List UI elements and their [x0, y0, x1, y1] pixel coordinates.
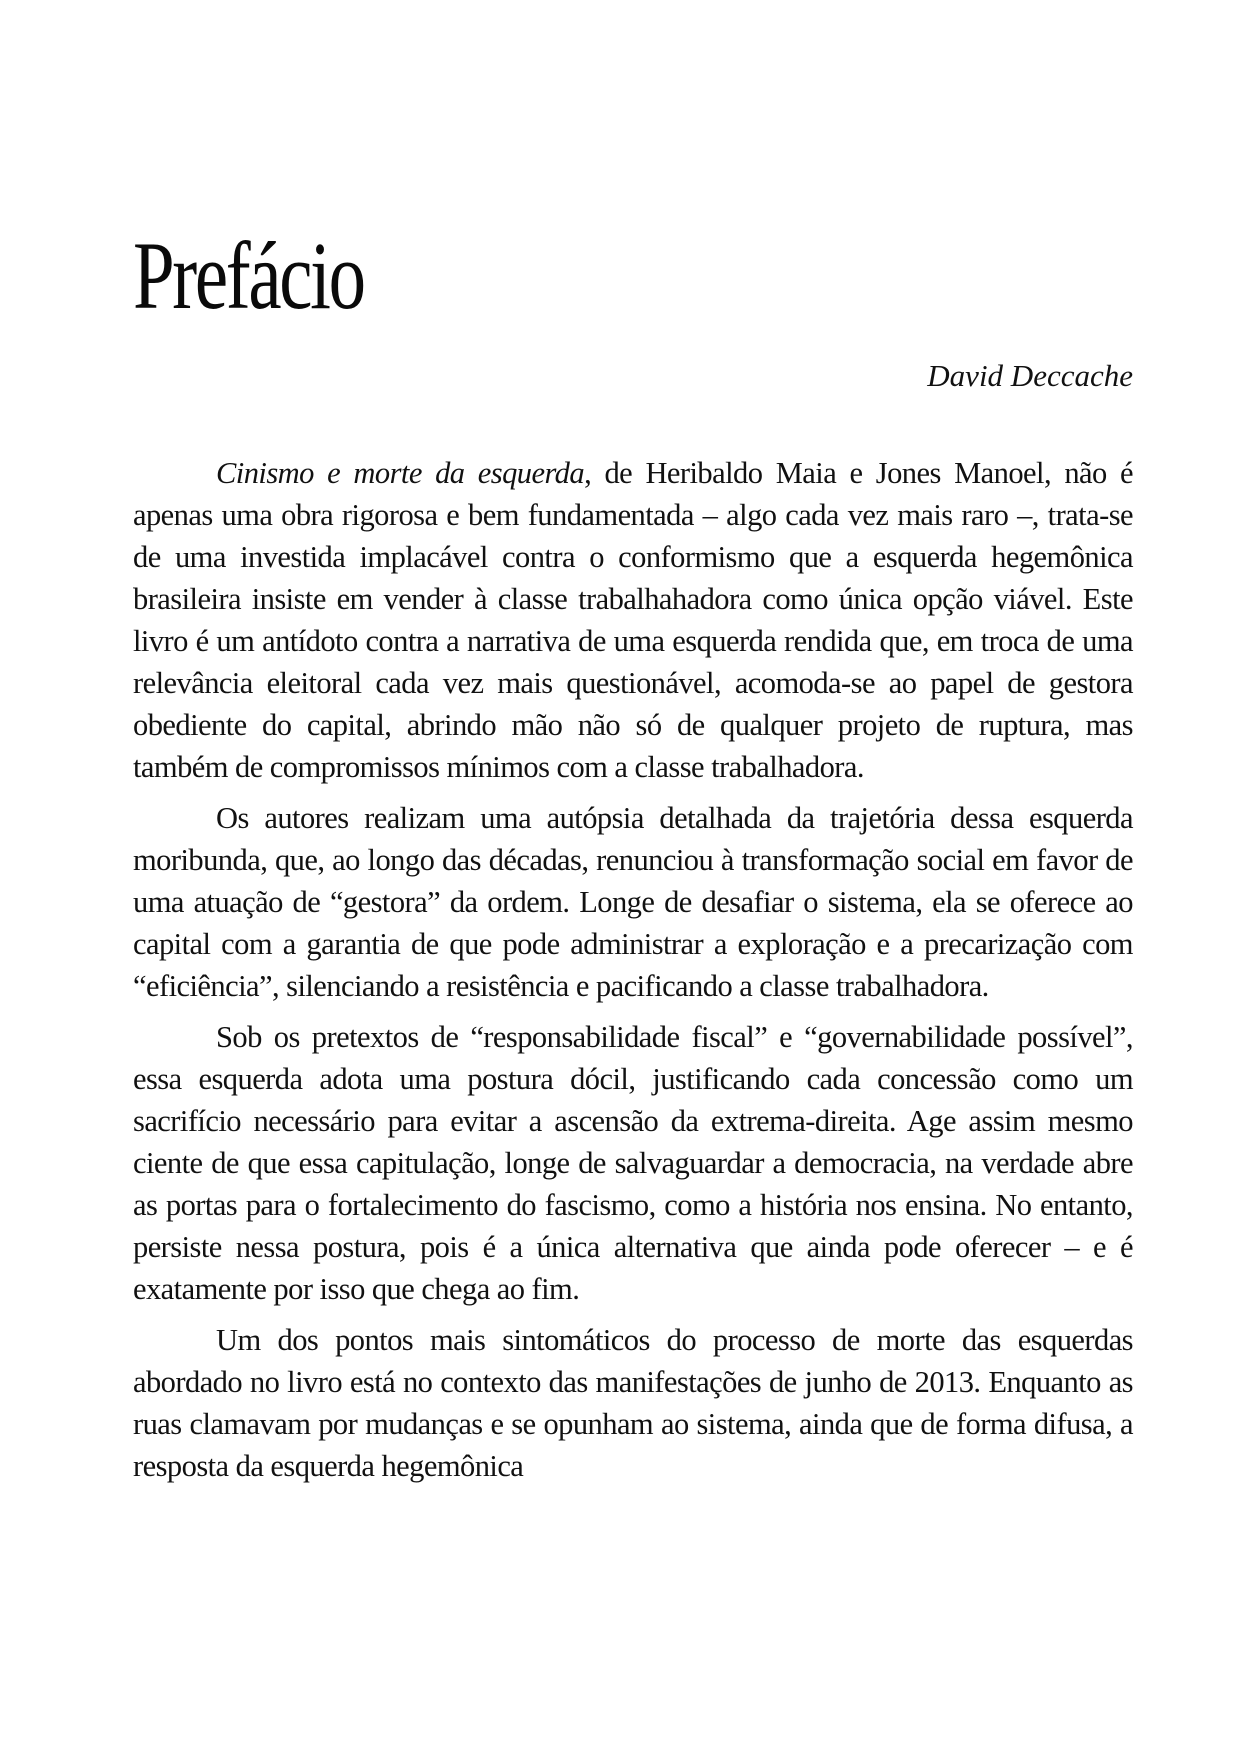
paragraph-4: Um dos pontos mais sintomáticos do processo de morte das esquerdas abordado no livro está no contexto das manifestações de junho de 2013. Enquanto as ruas clamavam por mudanças e se opunham ao sistema, ainda que de forma difusa, a resposta da esquerda hegemônica	[133, 1323, 1133, 1483]
chapter-title: Prefácio	[133, 222, 364, 329]
paragraph-1	[133, 452, 1133, 788]
preface-body	[133, 452, 1133, 1496]
paragraph-2: Os autores realizam uma autópsia detalhada da trajetória dessa esquerda moribunda, que, ao longo das décadas, renunciou à transformação social em favor de uma atuação de “gestora” da ordem. Longe de desafiar o sistema, ela se oferece ao capital com a garantia de que pode administrar a exploração e a precarização com “eficiência”, silenciando a resistência e pacificando a classe trabalhadora.	[133, 801, 1133, 1003]
preface-author: David Deccache	[927, 358, 1133, 393]
paragraph-3: Sob os pretextos de “responsabilidade fiscal” e “governabilidade possível”, essa esquerda adota uma postura dócil, justificando cada concessão como um sacrifício necessário para evitar a ascensão da extrema-direita. Age assim mesmo ciente de que essa capitulação, longe de salvaguardar a democracia, na verdade abre as portas para o fortalecimento do fascismo, como a história nos ensina. No entanto, persiste nessa postura, pois é a única alternativa que ainda pode oferecer – e é exatamente por isso que chega ao fim.	[133, 1020, 1133, 1306]
book-title-italic: Cinismo e morte da esquerda	[216, 456, 585, 490]
paragraph-1-text: , de Heribaldo Maia e Jones Manoel, não é apenas uma obra rigorosa e bem fundamentada – algo cada vez mais raro –, trata-se de uma investida implacável contra o conformismo que a esquerda hegemônica brasileira insiste em vender à classe trabalhahadora como única opção viável. Este livro é um antídoto contra a narrativa de uma esquerda rendida que, em troca de uma relevância eleitoral cada vez mais questionável, acomoda-se ao papel de gestora obediente do capital, abrindo mão não só de qualquer projeto de ruptura, mas também de compromissos mínimos com a classe trabalhadora.	[133, 456, 1134, 784]
